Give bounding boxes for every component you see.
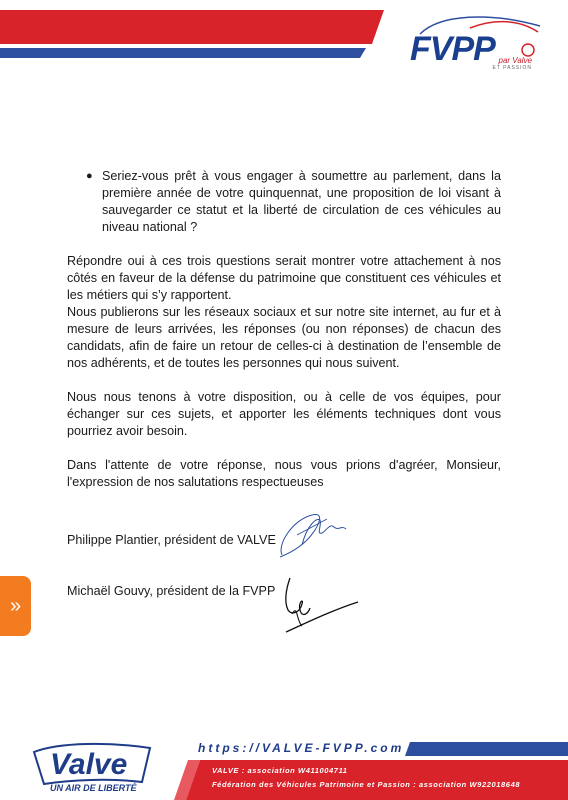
footer-association-valve: VALVE : association W411004711 — [212, 766, 348, 775]
footer-association-fvpp: Fédération des Véhicules Patrimoine et Passion : association W922018648 — [212, 780, 521, 789]
fvpp-logo-tagline: par Valve — [498, 56, 532, 65]
letter-body — [67, 168, 501, 491]
double-chevron-right-icon: » — [9, 595, 22, 617]
bullet-text: Seriez-vous prêt à vous engager à soumettre au parlement, dans la première année de votre quinquennat, une proposition de loi visant à sauvegarder ce statut et la liberté de circulation de ces véhicules au niveau national ? — [102, 169, 501, 234]
fvpp-logo — [400, 14, 550, 72]
fvpp-logo-text: FVPP — [410, 30, 495, 68]
website-link[interactable]: https://VALVE-FVPP.com — [198, 741, 405, 755]
paragraph-3: Nous nous tenons à votre disposition, ou à celle de vos équipes, pour échanger sur ces sujets, et apporter les éléments techniques dont vous pourriez avoir besoin. — [67, 390, 501, 438]
bullet-item — [67, 168, 501, 236]
signature-line-2: Michaël Gouvy, président de la FVPP — [67, 584, 276, 598]
signature-2-image — [278, 574, 363, 636]
bullet-dot: ● — [86, 170, 93, 182]
signature-line-1: Philippe Plantier, président de VALVE — [67, 533, 276, 547]
side-expand-tab[interactable] — [0, 576, 31, 636]
footer — [0, 728, 568, 800]
valve-logo-tagline: UN AIR DE LIBERTÉ — [50, 783, 137, 793]
paragraph-1: Répondre oui à ces trois questions serait montrer votre attachement à nos côtés en faveur de la défense du patrimoine que constituent ces véhicules et les métiers qui s’y rapportent. — [67, 254, 501, 302]
signature-1-image — [272, 505, 352, 565]
valve-logo — [30, 738, 155, 798]
paragraph-2: Nous publierons sur les réseaux sociaux et sur notre site internet, au fur et à mesure de leurs arrivées, les réponses (ou non réponses) de chacun des candidats, afin de faire un retour de celles-ci à destination de l’ensemble de nos adhérents, et de toutes les personnes qui nous suivent. — [67, 305, 501, 370]
fvpp-logo-subtag: ET PASSION — [492, 65, 532, 71]
paragraph-4: Dans l'attente de votre réponse, nous vous prions d'agréer, Monsieur, l'expression de nos salutations respectueuses — [67, 458, 501, 489]
valve-logo-text: Valve — [50, 748, 128, 781]
